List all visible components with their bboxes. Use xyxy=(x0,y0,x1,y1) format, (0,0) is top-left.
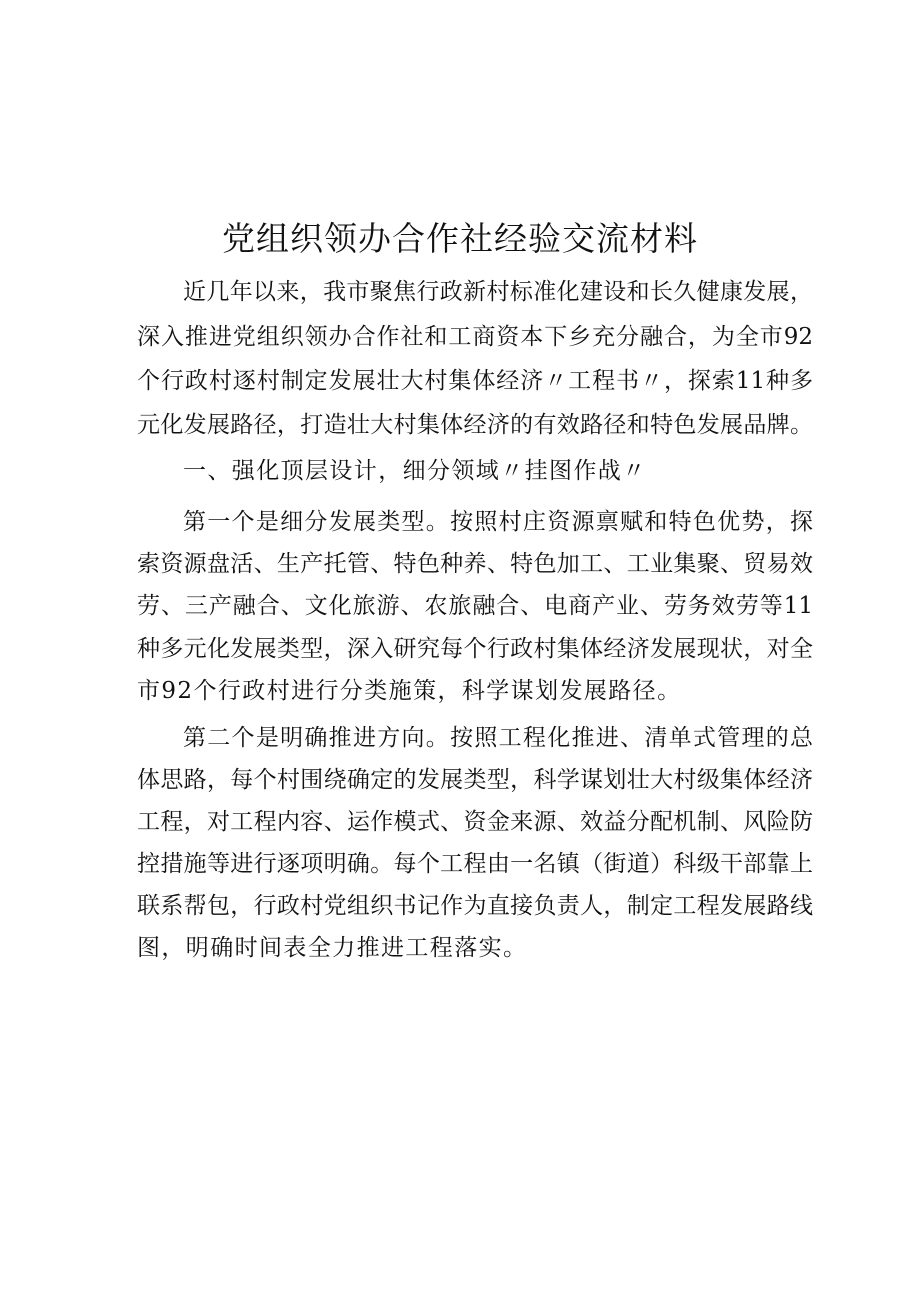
paragraph-3-line-4: 控措施等进行逐项明确。每个工程由一名镇（街道）科级干部靠上 xyxy=(137,851,813,877)
paragraph-2-line-1: 第一个是细分发展类型。按照村庄资源禀赋和特色优势，探 xyxy=(183,509,813,535)
paragraph-3-line-5: 联系帮包，行政村党组织书记作为直接负责人，制定工程发展路线 xyxy=(137,893,813,919)
paragraph-2-line-3: 劳、三产融合、文化旅游、农旅融合、电商产业、劳务效劳等11 xyxy=(137,593,813,619)
paragraph-3-line-2: 体思路，每个村围绕确定的发展类型，科学谋划壮大村级集体经济 xyxy=(137,767,813,793)
paragraph-1-line-1: 近几年以来，我市聚焦行政新村标准化建设和长久健康发展， xyxy=(183,279,813,305)
paragraph-1-line-3: 个行政村逐村制定发展壮大村集体经济〃工程书〃，探索11种多 xyxy=(137,368,813,394)
paragraph-3-line-6: 图，明确时间表全力推进工程落实。 xyxy=(137,935,528,961)
paragraph-3-line-3: 工程，对工程内容、运作模式、资金来源、效益分配机制、风险防 xyxy=(137,809,813,835)
paragraph-3-line-1: 第二个是明确推进方向。按照工程化推进、清单式管理的总 xyxy=(183,725,813,751)
paragraph-2-line-5: 市92个行政村进行分类施策，科学谋划发展路径。 xyxy=(137,678,682,704)
paragraph-2-line-2: 索资源盘活、生产托管、特色种养、特色加工、工业集聚、贸易效 xyxy=(137,551,813,577)
paragraph-2-line-4: 种多元化发展类型，深入研究每个行政村集体经济发展现状，对全 xyxy=(137,636,813,662)
section-heading-1: 一、强化顶层设计，细分领域〃挂图作战〃 xyxy=(183,458,647,484)
paragraph-1-line-4: 元化发展路径，打造壮大村集体经济的有效路径和特色发展品牌。 xyxy=(137,412,813,438)
document-title: 党组织领办合作社经验交流材料 xyxy=(222,219,698,258)
paragraph-1-line-2: 深入推进党组织领办合作社和工商资本下乡充分融合，为全市92 xyxy=(137,324,813,350)
